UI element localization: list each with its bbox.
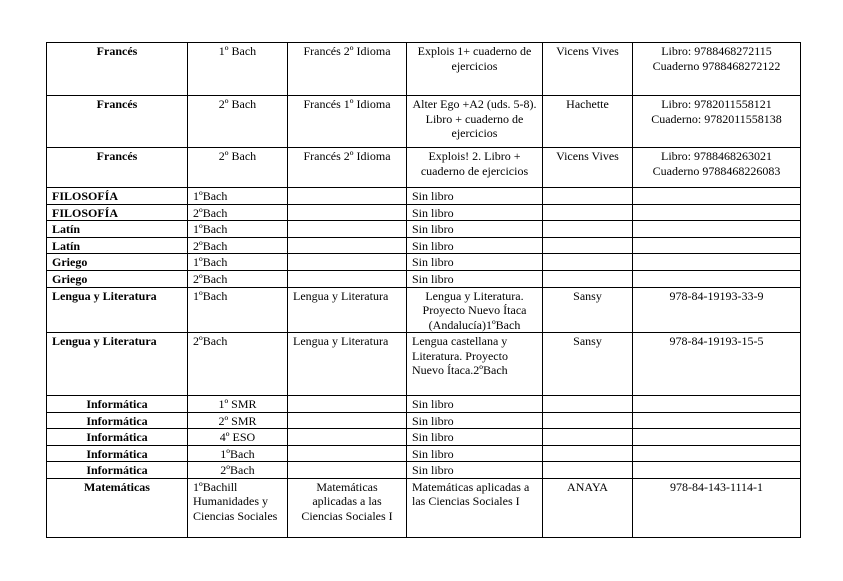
isbn-cell (633, 412, 801, 429)
table-row (47, 221, 801, 238)
subject-cell: Informática (47, 396, 188, 413)
isbn-cell: 978-84-143-1114-1 (633, 478, 801, 537)
title-cell: Sin libro (407, 396, 543, 413)
subject-cell: Informática (47, 412, 188, 429)
subject-cell: Latín (47, 221, 188, 238)
table-row (47, 188, 801, 205)
publisher-cell (543, 396, 633, 413)
course-cell (288, 429, 407, 446)
isbn-cell (633, 429, 801, 446)
level-cell: 1º Bach (188, 43, 288, 96)
subject-cell: Lengua y Literatura (47, 287, 188, 333)
title-cell: Sin libro (407, 412, 543, 429)
publisher-cell (543, 204, 633, 221)
table-row (47, 148, 801, 188)
publisher-cell (543, 221, 633, 238)
course-cell (288, 254, 407, 271)
table-row (47, 396, 801, 413)
course-cell (288, 188, 407, 205)
level-cell: 2º Bach (188, 96, 288, 148)
subject-cell: Griego (47, 254, 188, 271)
table-row (47, 270, 801, 287)
title-cell: Lengua y Literatura. Proyecto Nuevo Ítaca (Andalucía)1ºBach (407, 287, 543, 333)
subject-cell: Informática (47, 462, 188, 479)
level-cell: 1ºBach (188, 287, 288, 333)
course-cell: Lengua y Literatura (288, 333, 407, 396)
course-cell (288, 462, 407, 479)
level-cell: 1ºBach (188, 188, 288, 205)
level-cell: 2ºBach (188, 270, 288, 287)
level-cell: 4º ESO (188, 429, 288, 446)
table-row (47, 445, 801, 462)
level-cell: 1ºBach (188, 254, 288, 271)
isbn-cell: Libro: 9788468263021 Cuaderno 9788468226083 (633, 148, 801, 188)
table-row (47, 96, 801, 148)
course-cell (288, 412, 407, 429)
subject-cell: Matemáticas (47, 478, 188, 537)
publisher-cell: Sansy (543, 287, 633, 333)
level-cell: 1ºBach (188, 445, 288, 462)
publisher-cell (543, 429, 633, 446)
isbn-cell (633, 254, 801, 271)
publisher-cell: Vicens Vives (543, 148, 633, 188)
title-cell: Explois 1+ cuaderno de ejercicios (407, 43, 543, 96)
isbn-cell: Libro: 9788468272115 Cuaderno 9788468272122 (633, 43, 801, 96)
isbn-cell (633, 270, 801, 287)
subject-cell: Francés (47, 148, 188, 188)
level-cell: 2º Bach (188, 148, 288, 188)
table-row (47, 254, 801, 271)
table-row (47, 204, 801, 221)
title-cell: Alter Ego +A2 (uds. 5-8). Libro + cuaderno de ejercicios (407, 96, 543, 148)
publisher-cell: Sansy (543, 333, 633, 396)
table-row (47, 43, 801, 96)
isbn-cell (633, 445, 801, 462)
course-cell: Lengua y Literatura (288, 287, 407, 333)
title-cell: Sin libro (407, 221, 543, 238)
subject-cell: Lengua y Literatura (47, 333, 188, 396)
table-row (47, 287, 801, 333)
title-cell: Sin libro (407, 188, 543, 205)
subject-cell: Francés (47, 96, 188, 148)
subject-cell: Latín (47, 237, 188, 254)
level-cell: 1ºBachill Humanidades y Ciencias Sociales (188, 478, 288, 537)
isbn-cell: 978-84-19193-33-9 (633, 287, 801, 333)
course-cell (288, 204, 407, 221)
table-row (47, 333, 801, 396)
title-cell: Sin libro (407, 462, 543, 479)
table-row (47, 462, 801, 479)
isbn-cell (633, 204, 801, 221)
table-row (47, 412, 801, 429)
level-cell: 2ºBach (188, 333, 288, 396)
publisher-cell (543, 188, 633, 205)
publisher-cell: Hachette (543, 96, 633, 148)
title-cell: Sin libro (407, 270, 543, 287)
textbook-table (46, 42, 801, 538)
publisher-cell (543, 412, 633, 429)
publisher-cell (543, 270, 633, 287)
isbn-cell (633, 237, 801, 254)
subject-cell: Griego (47, 270, 188, 287)
isbn-cell (633, 462, 801, 479)
course-cell: Matemáticas aplicadas a las Ciencias Sociales I (288, 478, 407, 537)
subject-cell: Informática (47, 429, 188, 446)
isbn-cell (633, 188, 801, 205)
table-row (47, 478, 801, 537)
course-cell: Francés 2º Idioma (288, 148, 407, 188)
course-cell (288, 221, 407, 238)
table-row (47, 237, 801, 254)
title-cell: Sin libro (407, 254, 543, 271)
publisher-cell: ANAYA (543, 478, 633, 537)
title-cell: Sin libro (407, 237, 543, 254)
title-cell: Explois! 2. Libro + cuaderno de ejercicios (407, 148, 543, 188)
level-cell: 2º SMR (188, 412, 288, 429)
publisher-cell (543, 237, 633, 254)
title-cell: Sin libro (407, 204, 543, 221)
publisher-cell (543, 462, 633, 479)
title-cell: Lengua castellana y Literatura. Proyecto Nuevo Ítaca.2ºBach (407, 333, 543, 396)
subject-cell: Francés (47, 43, 188, 96)
course-cell: Francés 1º Idioma (288, 96, 407, 148)
isbn-cell (633, 396, 801, 413)
course-cell (288, 237, 407, 254)
subject-cell: Informática (47, 445, 188, 462)
level-cell: 1ºBach (188, 221, 288, 238)
isbn-cell: Libro: 9782011558121 Cuaderno: 9782011558138 (633, 96, 801, 148)
isbn-cell: 978-84-19193-15-5 (633, 333, 801, 396)
course-cell: Francés 2º Idioma (288, 43, 407, 96)
subject-cell: FILOSOFÍA (47, 204, 188, 221)
level-cell: 2ºBach (188, 204, 288, 221)
title-cell: Sin libro (407, 445, 543, 462)
table-row (47, 429, 801, 446)
subject-cell: FILOSOFÍA (47, 188, 188, 205)
level-cell: 1º SMR (188, 396, 288, 413)
level-cell: 2ºBach (188, 462, 288, 479)
title-cell: Matemáticas aplicadas a las Ciencias Sociales I (407, 478, 543, 537)
publisher-cell: Vicens Vives (543, 43, 633, 96)
course-cell (288, 396, 407, 413)
level-cell: 2ºBach (188, 237, 288, 254)
course-cell (288, 445, 407, 462)
publisher-cell (543, 254, 633, 271)
publisher-cell (543, 445, 633, 462)
isbn-cell (633, 221, 801, 238)
course-cell (288, 270, 407, 287)
title-cell: Sin libro (407, 429, 543, 446)
